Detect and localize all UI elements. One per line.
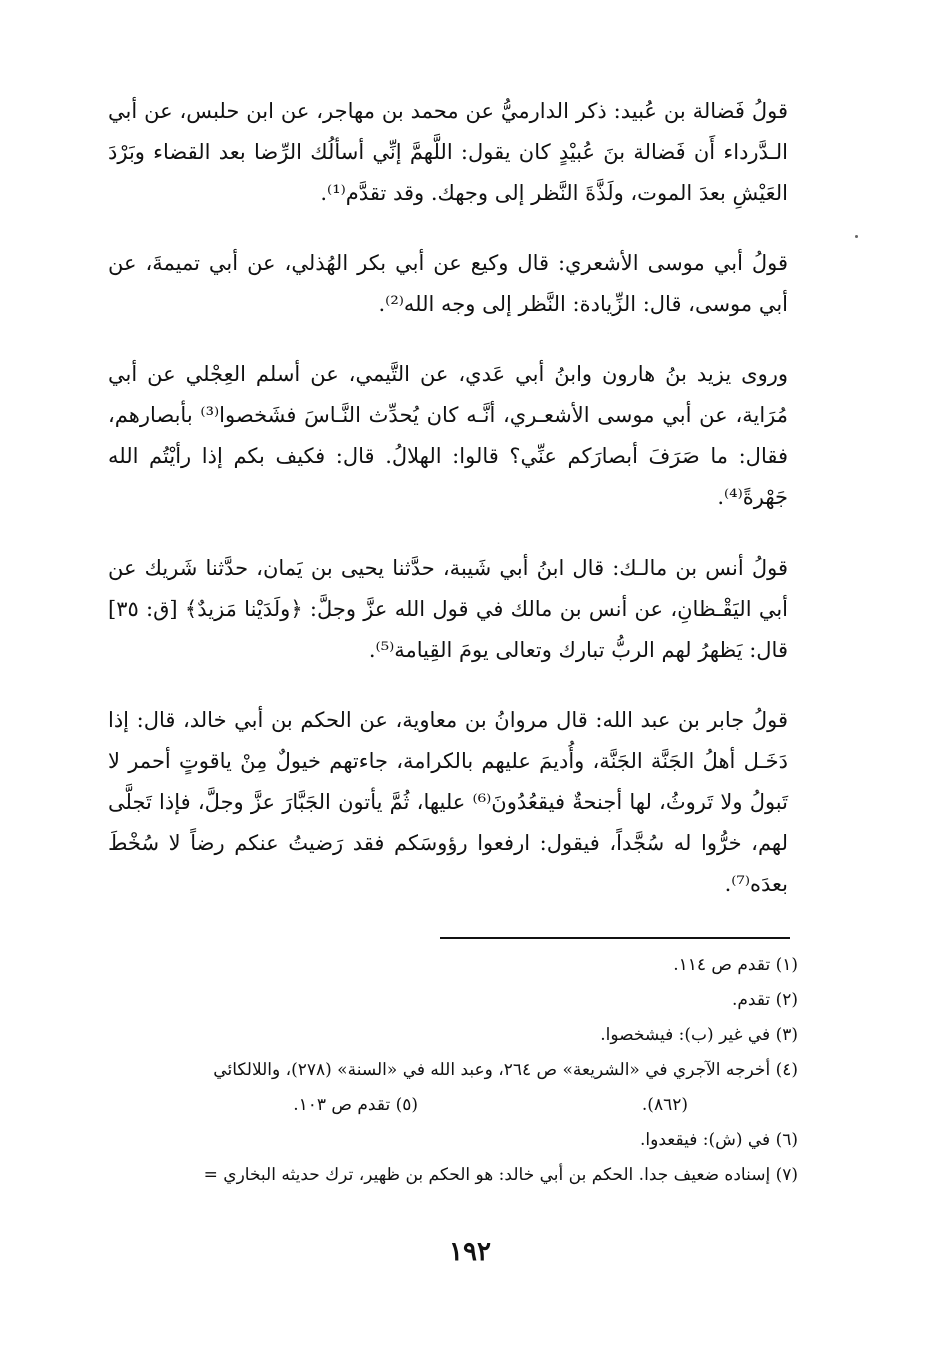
footnote-7: (٧) إسناده ضعيف جدا. الحكم بن أبي خالد: هو الحكم بن ظهير، ترك حديثه البخاري = bbox=[203, 1165, 798, 1185]
paragraph-abu-musa: قولُ أبي موسى الأشعري: قال وكيع عن أبي بكر الهُذلي، عن أبي تميمةَ، عن أبي موسى، قال: الزِّيادة: النَّظر إلى وجه الله⁽²⁾. bbox=[108, 251, 788, 316]
footnote-divider bbox=[440, 937, 790, 939]
footnote-6: (٦) في (ش): فيقعدوا. bbox=[640, 1130, 798, 1150]
footnote-1: (١) تقدم ص ١١٤. bbox=[673, 955, 798, 975]
footnote-5: (٥) تقدم ص ١٠٣. bbox=[293, 1095, 418, 1115]
footnotes-list bbox=[108, 948, 798, 1193]
paragraph-yazid-ibn-harun: وروى يزيد بنُ هارون وابنُ أبي عَدي، عن التَّيمي، عن أسلم العِجْلي عن أبي مُرَاية، عن أبي موسى الأشعـري، أنَّـه كان يُحدِّث النَّـاسَ فشَخصوا⁽³⁾ بأبصارهم، فقال: ما صَرَفَ أبصارَكم عنِّي؟ قالوا: الهلالُ. قال: فكيف بكم إذا رأيْتُم الله جَهْرةً⁽⁴⁾. bbox=[108, 362, 788, 509]
footnote-row-4-5 bbox=[108, 1088, 798, 1123]
paragraph-fadala: قولُ فَضالة بن عُبيد: ذكر الدارميُّ عن محمد بن مهاجر، عن ابن حلبس، عن أبي الـدَّرداء أَن فَضالة بنَ عُبيْدٍ كان يقول: اللَّهمَّ إنِّي أسألُك الرِّضا بعد القضاء وبَرْدَ العَيْشِ بعدَ الموت، ولَذَّةَ النَّظر إلى وجهك. وقد تقدَّم⁽¹⁾. bbox=[108, 99, 788, 205]
footnote-2: (٢) تقدم. bbox=[731, 990, 798, 1010]
paragraph-anas-ibn-malik: قولُ أنس بن مالـك: قال ابنُ أبي شَيبة، حدَّثنا يحيى بن يَمان، حدَّثنا شَريك عن أبي اليَقْـظانِ، عن أنس بن مالك في قول الله عزَّ وجلَّ: ﴿ولَدَيْنا مَزيدٌ﴾ [ق: ٣٥] قال: يَظهرُ لهم الربُّ تبارك وتعالى يومَ القِيامة⁽⁵⁾. bbox=[108, 556, 788, 662]
paragraph-jabir-ibn-abdullah: قولُ جابر بن عبد الله: قال مروانُ بن معاوية، عن الحكم بن أبي خالد، قال: إذا دَخَـل أهلُ الجَنَّة الجَنَّة، وأُديمَ عليهم بالكرامة، جاءتهم خيولٌ مِنْ ياقوتٍ أحمر لا تَبولُ ولا تَروثُ، لها أجنحةٌ فيقعُدُونَ⁽⁶⁾ عليها، ثُمَّ يأتون الجَبَّارَ عزَّ وجلَّ، فإذا تَجلَّى لهم، خرُّوا له سُجَّداً، فيقول: ارفعوا رؤوسَكم فقد رَضيتُ عنكم رضاً لا سُخْطَ بعدَه⁽⁷⁾. bbox=[108, 708, 788, 896]
footnote-4: (٤) أخرجه الآجري في «الشريعة» ص ٢٦٤، وعبد الله في «السنة» (٢٧٨)، واللالكائي bbox=[213, 1060, 798, 1080]
footnote-3: (٣) في غير (ب): فيشخصوا. bbox=[600, 1025, 798, 1045]
scan-speck bbox=[855, 235, 858, 238]
footnote-4-continuation: (٨٦٢). bbox=[641, 1095, 688, 1115]
page-number: ١٩٢ bbox=[449, 1237, 491, 1267]
